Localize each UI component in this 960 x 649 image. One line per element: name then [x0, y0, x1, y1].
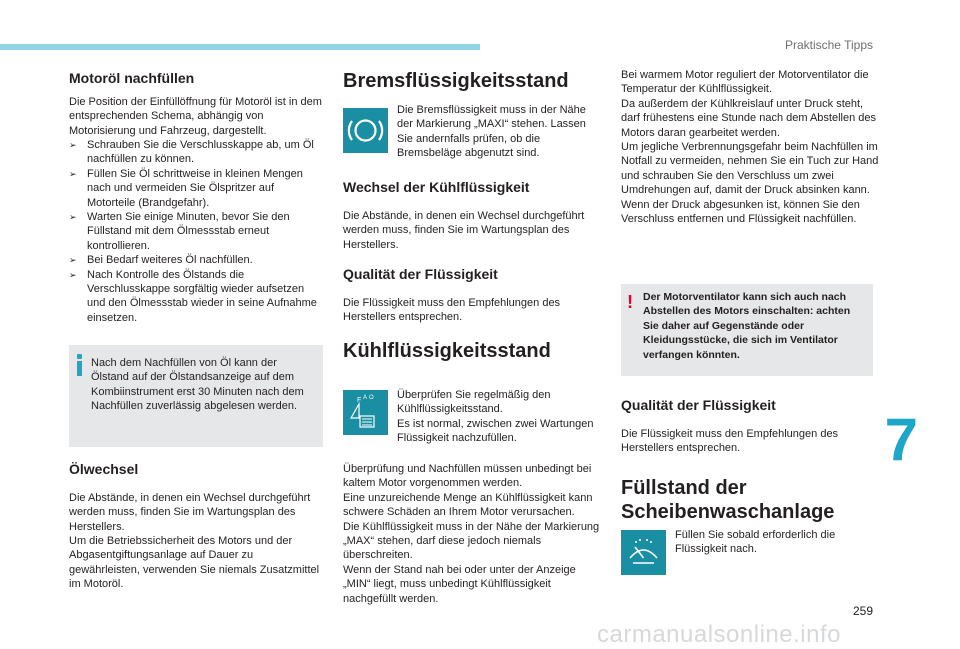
- quality-title: Qualität der Flüssigkeit: [621, 397, 776, 413]
- brake-change-title: Wechsel der Kühlflüssigkeit: [343, 179, 530, 195]
- brake-quality-title: Qualität der Flüssigkeit: [343, 266, 498, 282]
- brake-quality-text: Die Flüssigkeit muss den Empfehlungen des Herstellers entsprechen.: [343, 296, 561, 324]
- washer-quality-section: [621, 397, 876, 456]
- watermark: carmanualsonline.info: [597, 621, 841, 648]
- oil-change-section: [69, 461, 324, 592]
- column-2: [343, 70, 603, 94]
- brake-change-text: Die Abstände, in denen ein Wechsel durchgeführt werden muss, finden Sie im Wartungsplan des Herstellers.: [343, 209, 585, 251]
- svg-text:O: O: [369, 395, 374, 401]
- svg-text:A: A: [363, 395, 368, 401]
- oil-step: ➢ Füllen Sie Öl schrittweise in kleinen Mengen nach und vermeiden Sie Ölspritzer auf Motorteile (Brandgefahr).: [69, 167, 324, 210]
- oil-change-title: Ölwechsel: [69, 461, 139, 477]
- warning-text: Der Motorventilator kann sich auch nach Abstellen des Motors einschalten: achten Sie daher auf Gegenstände oder Kleidungsstücke, die sich im Ventilator verfangen könnten.: [643, 291, 851, 361]
- coolant-section: [343, 340, 603, 364]
- oil-refill-title: Motoröl nachfüllen: [69, 70, 195, 86]
- brake-quality-section: [343, 266, 603, 325]
- info-text: Nach dem Nachfüllen von Öl kann der Ölstand auf der Ölstandsanzeige auf dem Kombiinstrument erst 30 Minuten nach dem Nachfüllen zuverlässig abgelesen werden.: [91, 357, 304, 413]
- svg-text:F: F: [357, 397, 362, 404]
- brake-fluid-icon: [343, 108, 388, 153]
- brake-change-section: [343, 179, 603, 252]
- warning-box: [621, 284, 873, 376]
- washer-title: Füllstand der Scheibenwaschanlage: [621, 477, 835, 523]
- oil-step: ➢ Schrauben Sie die Verschlusskappe ab, um Öl nachfüllen zu können.: [69, 138, 324, 167]
- oil-change-text: Die Abstände, in denen ein Wechsel durchgeführt werden muss, finden Sie im Wartungsplan des Herstellers. Um die Betriebssicherheit des Motors und der Abgasentgiftungsanlage auf Dauer zu gewährleisten, verwenden Sie niemals Zusatzmittel im Motoröl.: [69, 491, 320, 591]
- oil-step: ➢ Nach Kontrolle des Ölstands die Verschlusskappe sorgfältig wieder aufsetzen und den Ölmessstab wieder in seine Aufnahme einsetzen.: [69, 268, 324, 326]
- oil-step: ➢ Warten Sie einige Minuten, bevor Sie den Füllstand mit dem Ölmessstab erneut kontrollieren.: [69, 210, 324, 253]
- brake-fluid-text: Die Bremsflüssigkeit muss in der Nähe der Markierung „MAXI“ stehen. Lassen Sie andernfalls prüfen, ob die Bremsbeläge abgenutzt sind.: [397, 104, 586, 160]
- info-box: [69, 345, 323, 447]
- coolant-text: Überprüfen Sie regelmäßig den Kühlflüssigkeitsstand. Es ist normal, zwischen zwei Wartungen Flüssigkeit nachzufüllen.: [397, 389, 594, 445]
- washer-text: Füllen Sie sobald erforderlich die Flüssigkeit nach.: [675, 529, 836, 556]
- brake-fluid-title: Bremsflüssigkeitsstand: [343, 70, 569, 92]
- coolant-more-text: Überprüfung und Nachfüllen müssen unbedingt bei kaltem Motor vorgenommen werden. Eine unzureichende Menge an Kühlflüssigkeit kann schwere Schäden an Ihrem Motor verursachen. Die Kühlflüssigkeit muss in der Nähe der Markierung „MAX“ stehen, darf diese jedoch niemals überschreiten. Wenn der Stand nah bei oder unter der Anzeige „MIN“ liegt, muss unbedingt Kühlflüssigkeit nachgefüllt werden.: [343, 463, 600, 605]
- fan-text: Bei warmem Motor reguliert der Motorventilator die Temperatur der Kühlflüssigkeit. Da außerdem der Kühlkreislauf unter Druck steht, darf frühestens eine Stunde nach dem Abstellen des Motors daran gearbeitet werden. Um jegliche Verbrennungsgefahr beim Nachfüllen im Notfall zu vermeiden, nehmen Sie ein Tuch zur Hand und schrauben Sie den Verschluss um zwei Umdrehungen auf, damit der Druck absinken kann. Wenn der Druck abgesunken ist, können Sie den Verschluss entfernen und Flüssigkeit nachfüllen.: [621, 69, 879, 226]
- oil-refill-intro: Die Position der Einfüllöffnung für Motoröl ist in dem entsprechenden Schema, abhängig von Motorisierung und Fahrzeug, dargestellt.: [69, 95, 322, 137]
- coolant-title: Kühlflüssigkeitsstand: [343, 340, 551, 362]
- column-1: [69, 70, 324, 325]
- washer-section: [621, 477, 876, 524]
- quality-text: Die Flüssigkeit muss den Empfehlungen des Herstellers entsprechen.: [621, 427, 839, 455]
- info-icon: [77, 354, 82, 376]
- coolant-icon: [343, 390, 388, 435]
- chapter-number: 7: [884, 406, 918, 473]
- washer-fluid-icon: [621, 530, 666, 575]
- page-number: 259: [852, 604, 873, 618]
- warning-icon: !: [627, 292, 633, 312]
- oil-refill-steps: [69, 138, 324, 325]
- header-accent-bar: [0, 44, 480, 50]
- section-name: Praktische Tipps: [784, 38, 873, 52]
- oil-step: ➢ Bei Bedarf weiteres Öl nachfüllen.: [69, 253, 324, 267]
